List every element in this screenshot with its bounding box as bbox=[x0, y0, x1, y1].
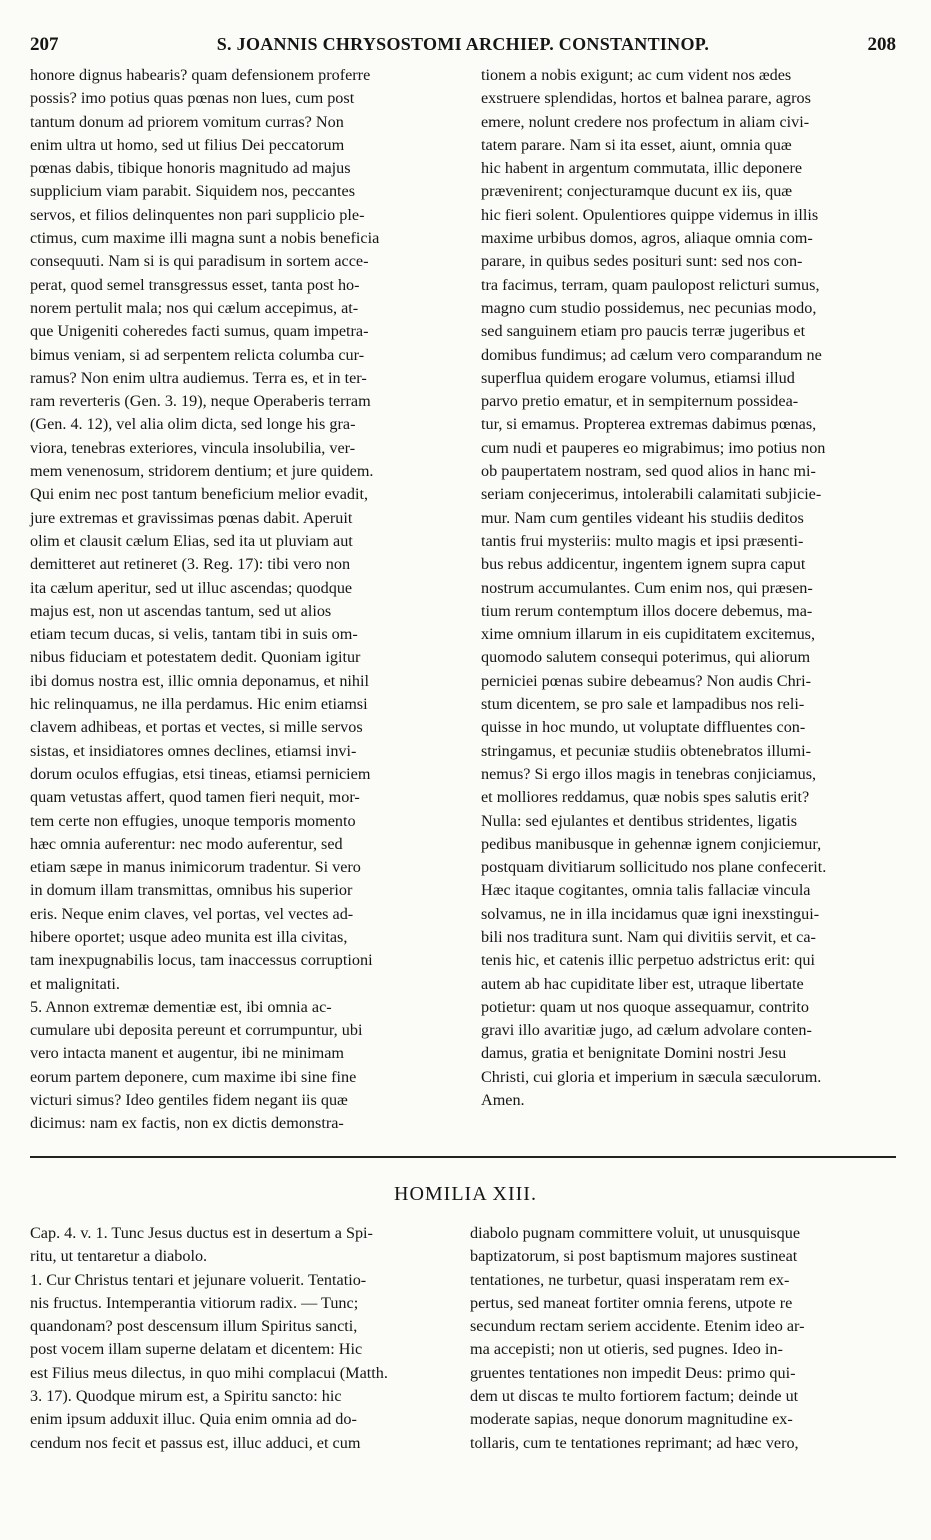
text-line: magno cum studio possidemus, nec pecunias modo, bbox=[481, 298, 817, 317]
text-line: tam inexpugnabilis locus, tam inaccessus corruptioni bbox=[30, 951, 373, 970]
text-line: 3. 17). Quodque mirum est, a Spiritu sancto: hic bbox=[30, 1387, 342, 1406]
text-line: supplicium viam parabit. Siquidem nos, peccantes bbox=[30, 182, 356, 201]
text-line: viora, tenebras exteriores, vincula insolubilia, ver- bbox=[30, 438, 356, 457]
text-line: eris. Neque enim claves, vel portas, vel vectes ad- bbox=[30, 904, 354, 923]
text-line: ritu, ut tentaretur a diabolo. bbox=[30, 1247, 208, 1266]
column-top-right bbox=[481, 64, 896, 1112]
text-line: solvamus, ne in illa incidamus quæ igni inexstingui- bbox=[481, 904, 820, 923]
text-line: ctimus, cum maxime illi magna sunt a nobis beneficia bbox=[30, 229, 380, 248]
section-divider bbox=[30, 1156, 896, 1158]
text-line: est Filius meus dilectus, in quo mihi complacui (Matth. bbox=[30, 1363, 388, 1382]
text-line: victuri simus? Ideo gentiles fidem negant iis quæ bbox=[30, 1091, 348, 1110]
text-line: tollaris, cum te tentationes reprimant; ad hæc vero, bbox=[470, 1433, 799, 1452]
text-line: et molliores reddamus, quæ nobis spes salutis erit? bbox=[481, 788, 810, 807]
text-line: quandonam? post descensum illum Spiritus sancti, bbox=[30, 1317, 358, 1336]
text-line: ob paupertatem nostram, sed quod alios in hanc mi- bbox=[481, 462, 816, 481]
text-line: maxime urbibus domos, agros, aliaque omnia com- bbox=[481, 229, 813, 248]
text-line: pœnas dabis, tibique honoris magnitudo ad majus bbox=[30, 159, 351, 178]
text-line: quomodo salutem consequi poterimus, qui aliorum bbox=[481, 648, 811, 667]
text-line: jure extremas et gravissimas pœnas dabit. Aperuit bbox=[30, 508, 353, 527]
text-line: postquam divitiarum sollicitudo nos plane confecerit. bbox=[481, 858, 827, 877]
text-line: cumulare ubi deposita pereunt et corrumpuntur, ubi bbox=[30, 1021, 363, 1040]
text-line: in domum illam transmittas, omnibus his superior bbox=[30, 881, 353, 900]
text-line: damus, gratia et benignitate Domini nostri Jesu bbox=[481, 1044, 787, 1063]
text-line: ma accepisti; non ut otieris, sed pugnes. Ideo in- bbox=[470, 1340, 783, 1359]
text-line: que Unigeniti coheredes facti sumus, quam impetra- bbox=[30, 322, 369, 341]
text-line: tionem a nobis exigunt; ac cum vident nos ædes bbox=[481, 66, 792, 84]
text-line: hæc omnia auferentur: nec modo auferentur, sed bbox=[30, 834, 343, 853]
text-line: majus est, non ut ascendas tantum, sed ut alios bbox=[30, 601, 332, 620]
text-line: gruentes tentationes non impedit Deus: primo qui- bbox=[470, 1363, 796, 1382]
text-line: perniciei pœnas subire debeamus? Non audis Chri- bbox=[481, 671, 811, 690]
text-line: bus rebus addicentur, ingentem ignem supra caput bbox=[481, 555, 806, 574]
text-line: tra facimus, terram, quam paulopost relicturi sumus, bbox=[481, 275, 820, 294]
text-line: moderate sapias, neque donorum magnitudine ex- bbox=[470, 1410, 793, 1429]
running-title: S. JOANNIS CHRYSOSTOMI ARCHIEP. CONSTANTINOP. bbox=[216, 34, 710, 54]
text-line: mur. Nam cum gentiles videant his studiis deditos bbox=[481, 508, 804, 527]
text-line: secundum rectam seriem accidente. Etenim ideo ar- bbox=[470, 1317, 805, 1336]
text-line: possis? imo potius quas pœnas non lues, cum post bbox=[30, 89, 355, 108]
text-line: gravi illo avaritiæ jugo, ad cælum advolare conten- bbox=[481, 1021, 812, 1040]
text-line: 1. Cur Christus tentari et jejunare voluerit. Tentatio- bbox=[30, 1270, 367, 1289]
text-line: etiam tecum ducas, si velis, tantam tibi in suis om- bbox=[30, 625, 358, 644]
text-line: mem venenosum, stridorem dentium; et jure quidem. bbox=[30, 462, 374, 481]
text-line: consequuti. Nam si is qui paradisum in sortem acce- bbox=[30, 252, 369, 271]
text-line: tenis hic, et catenis illic perpetuo adstrictus erit: qui bbox=[481, 951, 815, 970]
text-line: enim ultra ut homo, sed ut filius Dei peccatorum bbox=[30, 135, 345, 154]
text-line: clavem adhibeas, et portas et vectes, si mille servos bbox=[30, 718, 363, 737]
text-line: tem certe non effugies, unoque temporis momento bbox=[30, 811, 356, 830]
homily-title: HOMILIA XIII. bbox=[394, 1183, 537, 1205]
text-line: tur, si emamus. Propterea extremas dabimus pœnas, bbox=[481, 415, 817, 434]
text-line: diabolo pugnam committere voluit, ut unusquisque bbox=[470, 1224, 801, 1242]
text-line: dicimus: nam ex factis, non ex dictis demonstra- bbox=[30, 1114, 344, 1133]
column-bottom-right bbox=[470, 1222, 896, 1455]
text-line: 5. Annon extremæ dementiæ est, ibi omnia ac- bbox=[30, 997, 332, 1016]
text-line: hic relinquamus, ne illa perdamus. Hic enim etiamsi bbox=[30, 695, 368, 714]
text-line: dem ut discas te multo fortiorem factum; deinde ut bbox=[470, 1387, 799, 1406]
text-line: hic fieri solent. Opulentiores quippe videmus in illis bbox=[481, 205, 819, 224]
text-line: perat, quod semel transgressus esset, tanta post ho- bbox=[30, 275, 360, 294]
text-line: superflua quidem erogare volumus, etiamsi illud bbox=[481, 368, 795, 387]
text-line: cum nudi et pauperes eo migrabimus; imo potius non bbox=[481, 438, 826, 457]
text-line: bili nos traditura sunt. Nam qui divitiis servit, et ca- bbox=[481, 927, 816, 946]
text-line: nostrum accumulantes. Cum enim nos, qui præsen- bbox=[481, 578, 813, 597]
text-line: xime omnium illarum in eis cupiditatem excitemus, bbox=[481, 625, 816, 644]
text-line: (Gen. 4. 12), vel alia olim dicta, sed longe his gra- bbox=[30, 415, 356, 434]
text-line: Qui enim nec post tantum beneficium melior evadit, bbox=[30, 485, 369, 504]
text-line: hibere oportet; usque adeo munita est illa civitas, bbox=[30, 927, 348, 946]
text-line: Christi, cui gloria et imperium in sæcula sæculorum. bbox=[481, 1067, 822, 1086]
page-header bbox=[30, 34, 896, 58]
text-line: tium rerum contemptum illos docere debemus, ma- bbox=[481, 601, 813, 620]
text-line: autem ab hac cupiditate liber est, utraque libertate bbox=[481, 974, 804, 993]
text-line: sed sanguinem etiam pro paucis terræ jugeribus et bbox=[481, 322, 806, 341]
text-line: stum dicentem, se pro sale et lampadibus nos reli- bbox=[481, 695, 805, 714]
text-line: Cap. 4. v. 1. Tunc Jesus ductus est in desertum a Spi- bbox=[30, 1224, 373, 1242]
text-line: prævenirent; conjecturamque ducunt ex iis, quæ bbox=[481, 182, 793, 201]
text-line: ibi domus nostra est, illic omnia deponamus, et nihil bbox=[30, 671, 369, 690]
text-line: servos, et filios delinquentes non pari supplicio ple- bbox=[30, 205, 365, 224]
text-line: sistas, et insidiatores omnes declines, etiamsi invi- bbox=[30, 741, 357, 760]
text-line: tentationes, ne turbetur, quasi insperatam rem ex- bbox=[470, 1270, 790, 1289]
text-line: ram reverteris (Gen. 3. 19), neque Operaberis terram bbox=[30, 392, 371, 411]
text-line: etiam sæpe in manus inimicorum tradentur. Si vero bbox=[30, 858, 361, 877]
text-line: Amen. bbox=[481, 1091, 525, 1110]
text-line: potietur: quam ut nos quoque assequamur, contrito bbox=[481, 997, 809, 1016]
text-line: tatem parare. Nam si ita esset, aiunt, omnia quæ bbox=[481, 135, 792, 154]
text-line: seriam conjecerimus, intolerabili calamitati subjicie- bbox=[481, 485, 822, 504]
text-line: cendum nos fecit et passus est, illuc adduci, et cum bbox=[30, 1433, 361, 1452]
text-line: nemus? Si ergo illos magis in tenebras conjiciamus, bbox=[481, 764, 817, 783]
text-line: exstruere splendidas, hortos et balnea parare, agros bbox=[481, 89, 811, 108]
text-line: baptizatorum, si post baptismum majores sustineat bbox=[470, 1247, 798, 1266]
page-number-right: 208 bbox=[867, 34, 896, 55]
text-line: quisse in hoc mundo, ut voluptate diffluentes con- bbox=[481, 718, 806, 737]
text-line: norem pertulit mala; nos qui cælum accepimus, at- bbox=[30, 298, 359, 317]
column-top-left bbox=[30, 64, 458, 1136]
text-line: Hæc itaque cogitantes, omnia talis fallaciæ vincula bbox=[481, 881, 811, 900]
text-line: demitteret aut retineret (3. Reg. 17): tibi vero non bbox=[30, 555, 351, 574]
text-line: dorum oculos effugias, etsi tineas, etiamsi perniciem bbox=[30, 764, 371, 783]
text-line: nibus fiduciam et potestatem dedit. Quoniam igitur bbox=[30, 648, 361, 667]
text-line: enim ipsum adduxit illuc. Quia enim omnia ad do- bbox=[30, 1410, 357, 1429]
page-number-left: 207 bbox=[30, 34, 59, 55]
text-line: ramus? Non enim ultra audiemus. Terra es, et in ter- bbox=[30, 368, 367, 387]
text-line: honore dignus habearis? quam defensionem proferre bbox=[30, 66, 371, 84]
text-line: hic habent in argentum commutata, illic deponere bbox=[481, 159, 803, 178]
text-line: tantis frui mysteriis: multo magis et ipsi præsenti- bbox=[481, 531, 804, 550]
text-line: post vocem illam superne delatam et dicentem: Hic bbox=[30, 1340, 363, 1359]
text-line: eorum partem deponere, cum maxime ibi sine fine bbox=[30, 1067, 357, 1086]
text-line: bimus veniam, si ad serpentem relicta columba cur- bbox=[30, 345, 365, 364]
text-line: parare, in quibus sedes posituri sunt: sed nos con- bbox=[481, 252, 803, 271]
text-line: emere, nolunt credere nos profectum in aliam civi- bbox=[481, 112, 810, 131]
text-line: quam vetustas affert, quod tamen fieri nequit, mor- bbox=[30, 788, 360, 807]
text-line: et malignitati. bbox=[30, 974, 120, 993]
text-line: domibus fundimus; ad cælum vero comparandum ne bbox=[481, 345, 822, 364]
text-line: Nulla: sed ejulantes et dentibus stridentes, ligatis bbox=[481, 811, 798, 830]
text-line: nis fructus. Intemperantia vitiorum radix. — Tunc; bbox=[30, 1293, 359, 1312]
text-line: olim et clausit cælum Elias, sed ita ut pluviam aut bbox=[30, 531, 353, 550]
text-line: ita cælum aperitur, sed ut illuc ascendas; quodque bbox=[30, 578, 353, 597]
text-line: stringamus, et pecuniæ studiis obtenebratos illumi- bbox=[481, 741, 812, 760]
text-line: pedibus manibusque in gehennæ ignem conjiciemur, bbox=[481, 834, 822, 853]
text-line: vero intacta manent et augentur, ibi ne minimam bbox=[30, 1044, 345, 1063]
text-line: pertus, sed maneat fortiter omnia ferens, utpote re bbox=[470, 1293, 793, 1312]
text-line: parvo pretio ematur, et in sempiternum possidea- bbox=[481, 392, 799, 411]
column-bottom-left bbox=[30, 1222, 450, 1455]
text-line: tantum donum ad priorem vomitum curras? Non bbox=[30, 112, 344, 131]
